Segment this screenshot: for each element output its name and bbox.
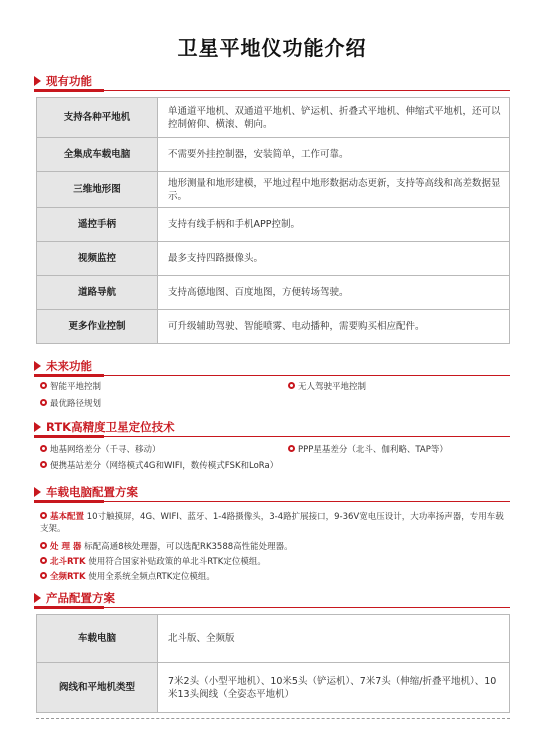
- feature-name: 全集成车载电脑: [37, 138, 158, 172]
- feature-name: 支持各种平地机: [37, 98, 158, 138]
- feature-desc: 地形测量和地形建模，平地过程中地形数据动态更新，支持等高线和高差数据显示。: [158, 172, 510, 208]
- bullet-icon: [40, 399, 47, 406]
- bullet-icon: [40, 512, 47, 519]
- arrow-icon: [34, 593, 41, 603]
- feature-desc: 支持高德地图、百度地图，方便转场驾驶。: [158, 276, 510, 310]
- config-item: 处 理 器 标配高通8核处理器，可以选配RK3588高性能处理器。: [40, 541, 510, 553]
- table-row: [37, 208, 510, 242]
- table-row: [37, 663, 510, 713]
- feature-desc: 支持有线手柄和手机APP控制。: [158, 208, 510, 242]
- bullet-icon: [288, 445, 295, 452]
- feature-name: 三维地形图: [37, 172, 158, 208]
- rtk-item: 便携基站差分（网络模式4G和WIFI，数传模式FSK和LoRa）: [40, 460, 278, 472]
- table-row: [37, 242, 510, 276]
- section-rtk-header: [34, 419, 510, 435]
- table-row: [37, 615, 510, 663]
- bullet-icon: [40, 542, 47, 549]
- feature-name: 遥控手柄: [37, 208, 158, 242]
- rtk-item: 地基网络差分（千寻、移动）: [40, 444, 161, 456]
- feature-name: 更多作业控制: [37, 310, 158, 344]
- page-title: 卫星平地仪功能介绍: [177, 36, 367, 60]
- bullet-icon: [40, 461, 47, 468]
- section-title: 产品配置方案: [46, 591, 115, 605]
- section-title: RTK高精度卫星定位技术: [46, 420, 175, 434]
- table-row: [37, 276, 510, 310]
- section-title: 车载电脑配置方案: [46, 485, 138, 499]
- product-config-table: [36, 614, 510, 713]
- future-item: 最优路径规划: [40, 398, 101, 410]
- feature-name: 视频监控: [37, 242, 158, 276]
- future-item: 无人驾驶平地控制: [288, 381, 366, 393]
- table-row: [37, 172, 510, 208]
- divider: [36, 718, 510, 719]
- section-product-header: [34, 590, 510, 606]
- config-item: 全频RTK 使用全系统全频点RTK定位模组。: [40, 571, 510, 583]
- bullet-icon: [288, 382, 295, 389]
- bullet-icon: [40, 382, 47, 389]
- section-title: 现有功能: [46, 74, 92, 88]
- section-future-header: [34, 358, 510, 374]
- table-row: [37, 310, 510, 344]
- rtk-item: PPP星基差分（北斗、伽利略、TAP等）: [288, 444, 448, 456]
- bullet-icon: [40, 572, 47, 579]
- bullet-icon: [40, 445, 47, 452]
- bullet-icon: [40, 557, 47, 564]
- product-desc: 7米2头（小型平地机）、10米5头（铲运机）、7米7头（伸缩/折叠平地机）、10米13头阀线（全姿态平地机）: [158, 663, 510, 713]
- future-item: 智能平地控制: [40, 381, 101, 393]
- arrow-icon: [34, 76, 41, 86]
- product-name: 车载电脑: [37, 615, 158, 663]
- section-computer-header: [34, 484, 510, 500]
- arrow-icon: [34, 422, 41, 432]
- table-row: [37, 98, 510, 138]
- feature-name: 道路导航: [37, 276, 158, 310]
- section-title: 未来功能: [46, 359, 92, 373]
- section-current-header: [34, 73, 510, 89]
- config-item: 北斗RTK 使用符合国家补贴政策的单北斗RTK定位模组。: [40, 556, 510, 568]
- feature-desc: 可升级辅助驾驶、智能喷雾、电动播种，需要购买相应配件。: [158, 310, 510, 344]
- arrow-icon: [34, 487, 41, 497]
- config-item: 基本配置 10寸触摸屏，4G、WIFI、蓝牙、1-4路摄像头，3-4路扩展接口，9-36V宽电压设计，大功率扬声器，专用车载支架。: [40, 512, 504, 534]
- current-features-table: [36, 97, 510, 344]
- product-name: 阀线和平地机类型: [37, 663, 158, 713]
- arrow-icon: [34, 361, 41, 371]
- feature-desc: 单通道平地机、双通道平地机、铲运机、折叠式平地机、伸缩式平地机，还可以控制俯仰、横滚、朝向。: [158, 98, 510, 138]
- feature-desc: 不需要外挂控制器，安装简单，工作可靠。: [158, 138, 510, 172]
- table-row: [37, 138, 510, 172]
- product-desc: 北斗版、全频版: [158, 615, 510, 663]
- feature-desc: 最多支持四路摄像头。: [158, 242, 510, 276]
